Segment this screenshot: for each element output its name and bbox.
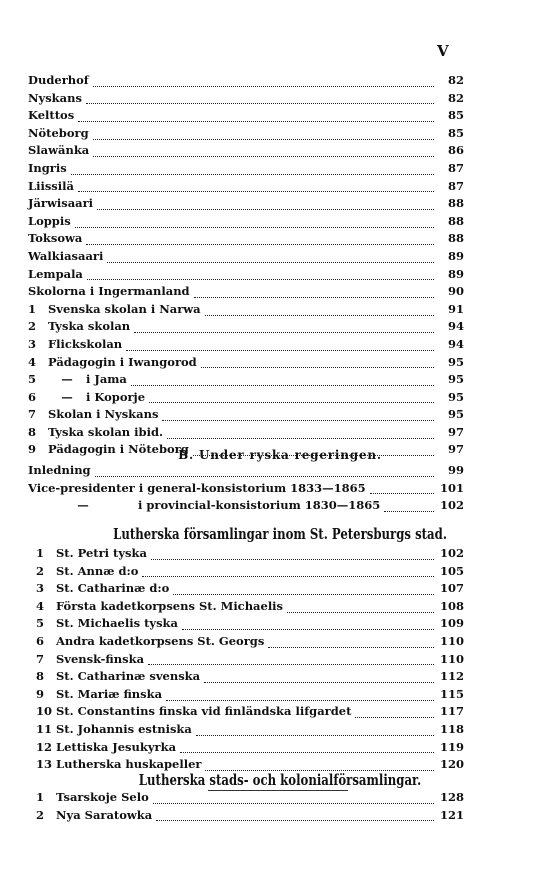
entry-title: Järwisaari bbox=[28, 196, 94, 211]
entry-page: 118 bbox=[439, 721, 464, 736]
entry-title: Kelttos bbox=[28, 108, 75, 123]
entry-number: 4 bbox=[36, 598, 45, 613]
entry-page: 102 bbox=[439, 498, 464, 513]
toc-entry bbox=[28, 214, 464, 232]
entry-page: 86 bbox=[447, 143, 464, 158]
dot-leader bbox=[78, 182, 434, 192]
toc-entry bbox=[28, 372, 464, 390]
entry-page: 87 bbox=[447, 178, 464, 193]
entry-number: 10 bbox=[36, 704, 53, 719]
entry-title: Tyska skolan bbox=[48, 319, 131, 334]
dot-leader bbox=[205, 761, 434, 771]
dot-leader bbox=[204, 673, 434, 683]
toc-entry bbox=[28, 108, 464, 126]
dot-leader bbox=[131, 376, 434, 386]
toc-entry bbox=[28, 161, 464, 179]
toc-section-russian-rule bbox=[28, 463, 464, 516]
entry-page: 108 bbox=[439, 598, 464, 613]
entry-page: 120 bbox=[439, 757, 464, 772]
entry-page: 85 bbox=[447, 125, 464, 140]
entry-page: 119 bbox=[439, 739, 464, 754]
toc-entry bbox=[28, 355, 464, 373]
entry-number: 8 bbox=[28, 424, 37, 439]
entry-number: 1 bbox=[36, 790, 45, 804]
dot-leader bbox=[355, 708, 434, 718]
entry-title: Svenska skolan i Narwa bbox=[48, 301, 201, 316]
entry-title: Skolorna i Ingermanland bbox=[28, 284, 190, 299]
dot-leader bbox=[75, 218, 434, 228]
entry-page: 90 bbox=[447, 284, 464, 299]
dot-leader bbox=[205, 306, 434, 316]
entry-title: Toksowa bbox=[28, 231, 83, 246]
toc-entry bbox=[28, 498, 464, 516]
entry-number: 7 bbox=[28, 407, 37, 422]
entry-title: St. Johannis estniska bbox=[56, 721, 192, 736]
toc-entry bbox=[28, 73, 464, 91]
entry-number: 2 bbox=[36, 563, 45, 578]
entry-number: 4 bbox=[28, 354, 37, 369]
toc-entry bbox=[28, 267, 464, 285]
entry-page: 82 bbox=[447, 73, 464, 87]
entry-page: 117 bbox=[439, 704, 464, 719]
toc-entry bbox=[36, 616, 464, 634]
entry-title: St. Catharinæ d:o bbox=[56, 581, 170, 596]
page-number: V bbox=[437, 42, 449, 60]
entry-page: 102 bbox=[439, 546, 464, 560]
entry-number: 9 bbox=[36, 686, 45, 701]
entry-number: 6 bbox=[28, 389, 37, 404]
entry-page: 87 bbox=[447, 160, 464, 175]
dot-leader bbox=[126, 341, 434, 351]
entry-title: Pädagogin i Nöteborg bbox=[48, 442, 189, 457]
toc-entry bbox=[36, 790, 464, 808]
entry-page: 91 bbox=[447, 301, 464, 316]
entry-page: 112 bbox=[439, 669, 464, 684]
entry-page: 105 bbox=[439, 563, 464, 578]
toc-entry bbox=[36, 808, 464, 826]
entry-title: Lettiska Jesukyrka bbox=[56, 739, 177, 754]
dot-leader bbox=[287, 603, 434, 613]
entry-number: 8 bbox=[36, 669, 45, 684]
entry-page: 89 bbox=[447, 266, 464, 281]
entry-title: Flickskolan bbox=[48, 336, 123, 351]
entry-page: 110 bbox=[439, 651, 464, 666]
entry-title: Liissilä bbox=[28, 178, 74, 193]
dot-leader bbox=[93, 77, 434, 87]
entry-title: Nyskans bbox=[28, 90, 82, 105]
section-heading-colonial-parishes: Lutherska stads- och kolonialförsamlingar. bbox=[138, 771, 422, 789]
entry-number: 7 bbox=[36, 651, 45, 666]
entry-page: 89 bbox=[447, 248, 464, 263]
section-heading-petersburg-parishes: Lutherska församlingar inom St. Petersburgs stad. bbox=[113, 525, 447, 543]
toc-entry bbox=[36, 581, 464, 599]
dot-leader bbox=[173, 585, 434, 595]
entry-page: 95 bbox=[447, 372, 464, 387]
dot-leader bbox=[182, 620, 434, 630]
toc-entry bbox=[28, 463, 464, 481]
entry-number: 13 bbox=[36, 757, 53, 772]
toc-entry bbox=[36, 740, 464, 758]
dot-leader bbox=[167, 429, 434, 439]
dot-leader bbox=[95, 467, 434, 477]
entry-number: 12 bbox=[36, 739, 53, 754]
dot-leader bbox=[149, 393, 434, 403]
entry-page: 95 bbox=[447, 354, 464, 369]
toc-entry bbox=[28, 319, 464, 337]
dot-leader bbox=[78, 112, 434, 122]
dot-leader bbox=[71, 165, 434, 175]
toc-entry bbox=[28, 302, 464, 320]
entry-page: 128 bbox=[439, 790, 464, 804]
entry-title: Nya Saratowka bbox=[56, 807, 153, 822]
dot-leader bbox=[87, 270, 434, 280]
entry-number: 11 bbox=[36, 721, 53, 736]
entry-title: Duderhof bbox=[28, 73, 89, 87]
entry-title: St. Michaelis tyska bbox=[56, 616, 178, 631]
toc-entry bbox=[36, 687, 464, 705]
dot-leader bbox=[156, 811, 434, 821]
entry-number: 1 bbox=[36, 546, 45, 560]
ditto-dash: — bbox=[77, 498, 89, 513]
toc-entry bbox=[36, 564, 464, 582]
toc-section-petersburg-parishes bbox=[36, 546, 464, 775]
entry-title: St. Mariæ finska bbox=[56, 686, 163, 701]
dot-leader bbox=[196, 726, 434, 736]
entry-page: 88 bbox=[447, 231, 464, 246]
toc-entry bbox=[28, 407, 464, 425]
dot-leader bbox=[180, 743, 434, 753]
toc-entry bbox=[28, 126, 464, 144]
toc-entry bbox=[36, 546, 464, 564]
entry-title: St. Catharinæ svenska bbox=[56, 669, 201, 684]
dot-leader bbox=[201, 358, 434, 368]
entry-title: Svensk-finska bbox=[56, 651, 145, 666]
toc-section-places bbox=[28, 73, 464, 460]
dot-leader bbox=[151, 550, 434, 560]
entry-number: 5 bbox=[36, 616, 45, 631]
entry-title: Skolan i Nyskans bbox=[48, 407, 159, 422]
toc-entry bbox=[28, 179, 464, 197]
entry-page: 82 bbox=[447, 90, 464, 105]
entry-title: i Koporje bbox=[86, 389, 146, 404]
entry-page: 94 bbox=[447, 319, 464, 334]
dot-leader bbox=[162, 411, 434, 421]
toc-entry bbox=[36, 669, 464, 687]
entry-title: Lutherska huskapeller bbox=[56, 757, 202, 772]
dot-leader bbox=[153, 794, 434, 804]
dot-leader bbox=[142, 567, 434, 577]
entry-page: 109 bbox=[439, 616, 464, 631]
entry-page: 101 bbox=[439, 480, 464, 495]
entry-title: Lempala bbox=[28, 266, 83, 281]
ditto-dash: — bbox=[61, 372, 73, 387]
entry-page: 115 bbox=[439, 686, 464, 701]
toc-entry bbox=[36, 599, 464, 617]
entry-title: St. Annæ d:o bbox=[56, 563, 139, 578]
entry-page: 94 bbox=[447, 336, 464, 351]
toc-entry bbox=[28, 143, 464, 161]
toc-entry bbox=[28, 481, 464, 499]
toc-entry bbox=[28, 284, 464, 302]
entry-title: Första kadetkorpsens St. Michaelis bbox=[56, 598, 284, 613]
entry-number: 5 bbox=[28, 372, 37, 387]
entry-title: Vice-presidenter i general-konsistorium 1833—1865 bbox=[28, 480, 366, 495]
entry-title: Nöteborg bbox=[28, 125, 89, 140]
dot-leader bbox=[93, 147, 434, 157]
entry-title: i Jama bbox=[86, 372, 127, 387]
toc-entry bbox=[36, 634, 464, 652]
entry-number: 6 bbox=[36, 633, 45, 648]
entry-number: 3 bbox=[36, 581, 45, 596]
toc-section-colonial-parishes bbox=[36, 790, 464, 825]
dot-leader bbox=[384, 502, 434, 512]
entry-page: 85 bbox=[447, 108, 464, 123]
entry-title: Tsarskoje Selo bbox=[56, 790, 149, 804]
toc-entry bbox=[36, 652, 464, 670]
toc-entry bbox=[28, 337, 464, 355]
entry-page: 88 bbox=[447, 213, 464, 228]
dot-leader bbox=[93, 130, 434, 140]
toc-entry bbox=[28, 231, 464, 249]
entry-number: 1 bbox=[28, 301, 37, 316]
entry-title: i provincial-konsistorium 1830—1865 bbox=[138, 498, 381, 513]
dot-leader bbox=[86, 94, 434, 104]
entry-title: Ingris bbox=[28, 160, 67, 175]
entry-title: Tyska skolan ibid. bbox=[48, 424, 163, 439]
entry-number: 2 bbox=[28, 319, 37, 334]
entry-page: 110 bbox=[439, 633, 464, 648]
dot-leader bbox=[166, 691, 434, 701]
toc-entry bbox=[28, 390, 464, 408]
section-heading-russian-rule: B. Under ryska regeringen. bbox=[178, 448, 382, 462]
entry-title: Slawänka bbox=[28, 143, 90, 158]
dot-leader bbox=[134, 323, 434, 333]
entry-page: 95 bbox=[447, 407, 464, 422]
entry-page: 95 bbox=[447, 389, 464, 404]
dot-leader bbox=[370, 484, 434, 494]
dot-leader bbox=[148, 655, 434, 665]
entry-page: 99 bbox=[447, 463, 464, 477]
entry-page: 97 bbox=[447, 424, 464, 439]
entry-page: 107 bbox=[439, 581, 464, 596]
entry-page: 88 bbox=[447, 196, 464, 211]
entry-title: St. Petri tyska bbox=[56, 546, 147, 560]
toc-entry bbox=[28, 425, 464, 443]
ditto-dash: — bbox=[61, 389, 73, 404]
entry-number: 9 bbox=[28, 442, 37, 457]
dot-leader bbox=[194, 288, 434, 298]
dot-leader bbox=[97, 200, 434, 210]
dot-leader bbox=[86, 235, 434, 245]
entry-title: Loppis bbox=[28, 213, 71, 228]
entry-title: St. Constantins finska vid finländska lifgardet bbox=[56, 704, 352, 719]
toc-entry bbox=[28, 249, 464, 267]
toc-entry bbox=[28, 196, 464, 214]
entry-title: Pädagogin i Iwangorod bbox=[48, 354, 197, 369]
entry-number: 2 bbox=[36, 807, 45, 822]
toc-entry bbox=[28, 91, 464, 109]
toc-entry bbox=[36, 704, 464, 722]
entry-title: Inledning bbox=[28, 463, 91, 477]
dot-leader bbox=[107, 253, 434, 263]
entry-page: 97 bbox=[447, 442, 464, 457]
entry-title: Andra kadetkorpsens St. Georgs bbox=[56, 633, 265, 648]
toc-entry bbox=[36, 722, 464, 740]
entry-page: 121 bbox=[439, 807, 464, 822]
entry-number: 3 bbox=[28, 336, 37, 351]
dot-leader bbox=[268, 638, 434, 648]
entry-title: Walkiasaari bbox=[28, 248, 104, 263]
